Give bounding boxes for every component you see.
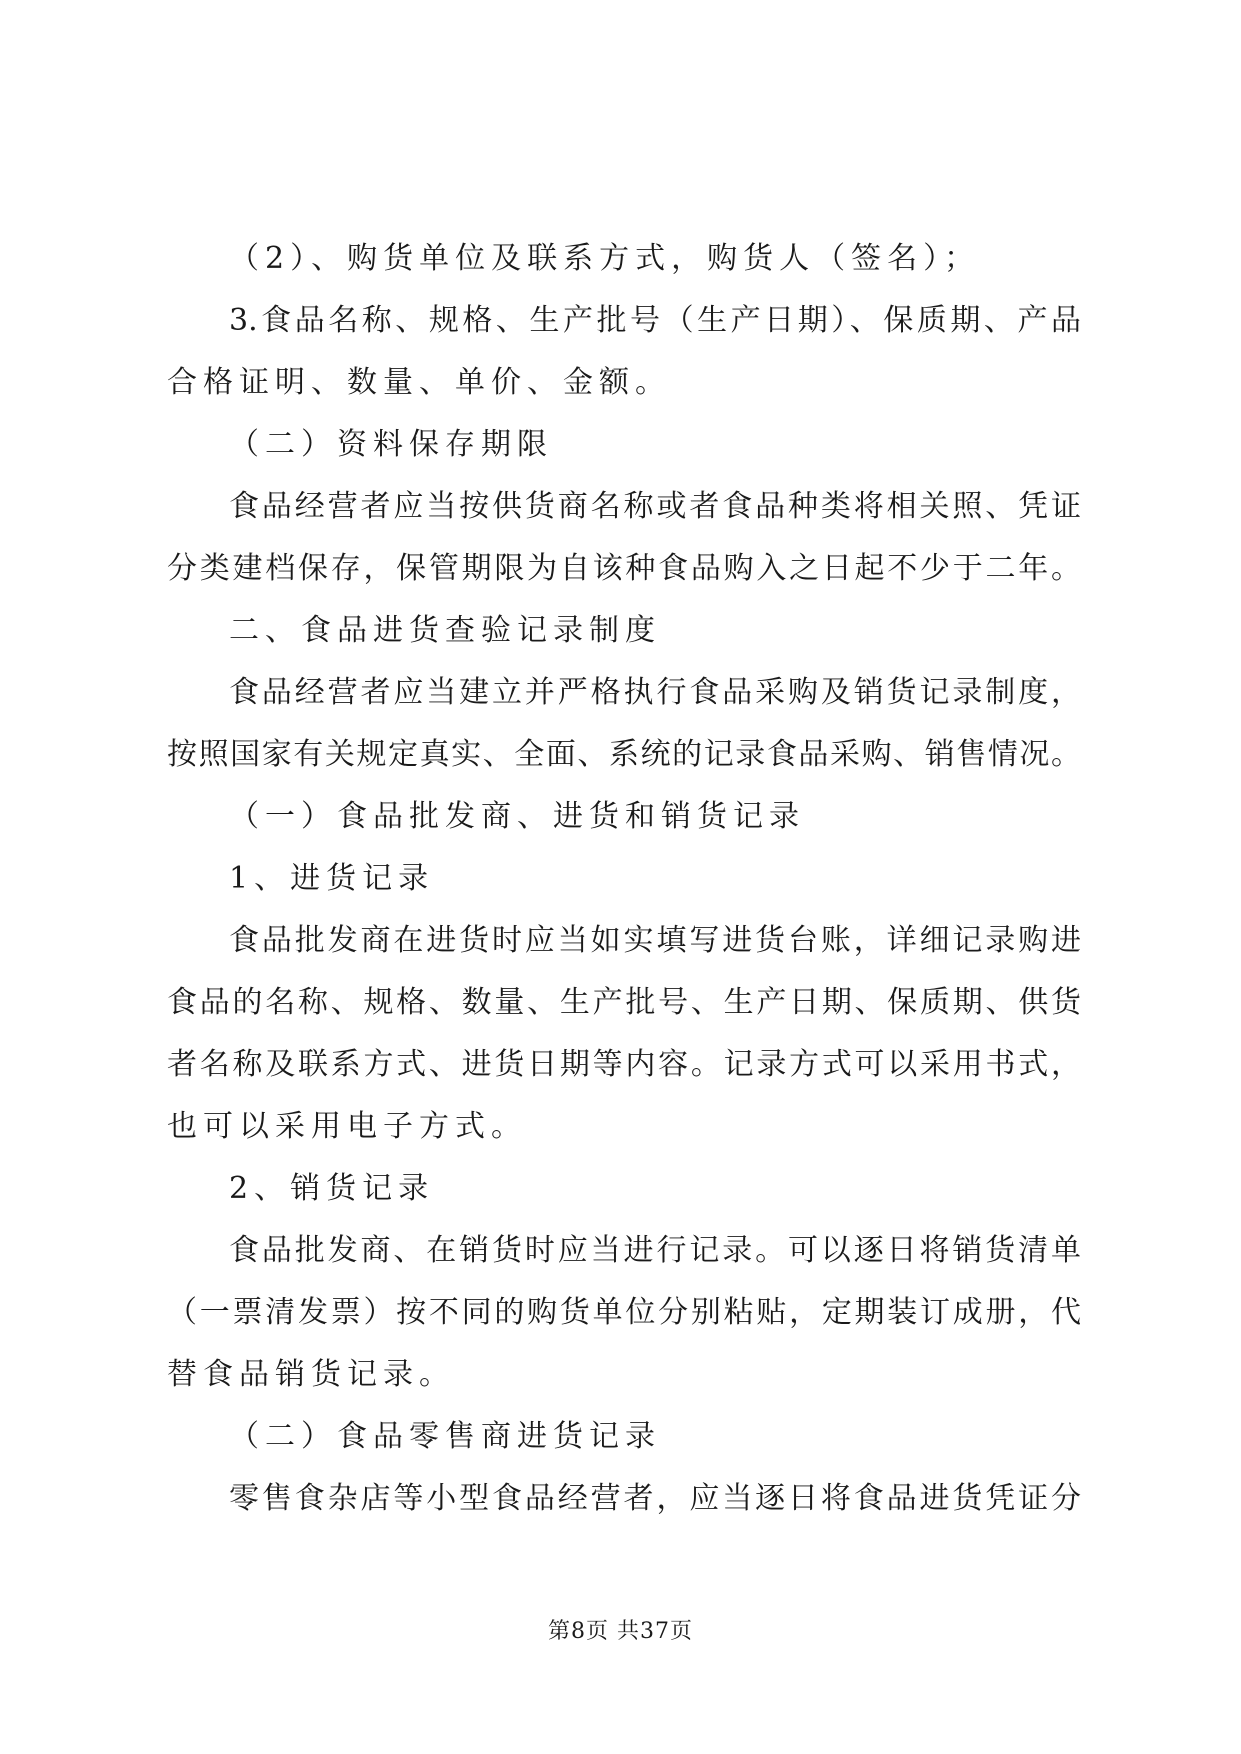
text-line: 也可以采用电子方式。 [167,1109,527,1144]
text-line: （2）、购货单位及联系方式，购货人（签名）； [229,241,981,276]
subsection-heading: 1、进货记录 [229,861,435,896]
section-heading: 二、食品进货查验记录制度 [229,613,661,648]
text-line: 零售食杂店等小型食品经营者，应当逐日将食品进货凭证分 [229,1481,1081,1516]
text-line: 食品批发商在进货时应当如实填写进货台账，详细记录购进 [229,923,1081,958]
text-line: 食品的名称、规格、数量、生产批号、生产日期、保质期、供货 [167,985,1081,1020]
text-line: （一票清发票）按不同的购货单位分别粘贴，定期装订成册，代 [167,1295,1081,1330]
section-heading: （一）食品批发商、进货和销货记录 [229,799,805,834]
section-heading: （二）资料保存期限 [229,427,553,462]
text-line: 分类建档保存，保管期限为自该种食品购入之日起不少于二年。 [167,551,1081,586]
body-text [167,228,1081,1530]
text-line: 3.食品名称、规格、生产批号（生产日期）、保质期、产品 [229,303,1081,338]
text-line: 食品经营者应当建立并严格执行食品采购及销货记录制度， [229,675,1081,710]
text-line: 替食品销货记录。 [167,1357,455,1392]
text-line: 按照国家有关规定真实、全面、系统的记录食品采购、销售情况。 [167,737,1081,772]
text-line: 食品经营者应当按供货商名称或者食品种类将相关照、凭证 [229,489,1081,524]
section-heading: （二）食品零售商进货记录 [229,1419,661,1454]
subsection-heading: 2、销货记录 [229,1171,435,1206]
text-line: 者名称及联系方式、进货日期等内容。记录方式可以采用书式， [167,1047,1081,1082]
text-line: 合格证明、数量、单价、金额。 [167,365,671,400]
page-footer: 第8页 共37页 [548,1619,693,1644]
text-line: 食品批发商、在销货时应当进行记录。可以逐日将销货清单 [229,1233,1081,1268]
